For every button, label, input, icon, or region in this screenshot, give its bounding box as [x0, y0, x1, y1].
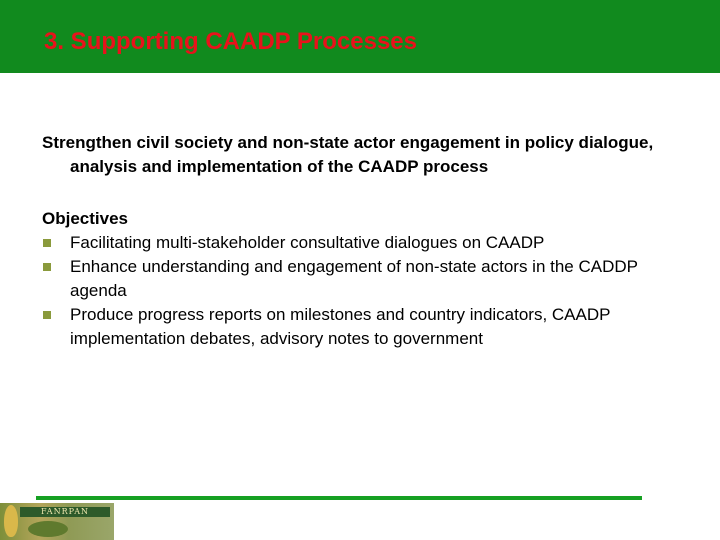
logo-text: FANRPAN [40, 507, 90, 516]
objectives-list [42, 231, 692, 351]
objective-item [42, 231, 692, 255]
objectives-heading: Objectives [42, 209, 128, 228]
objective-text: Produce progress reports on milestones and country indicators, CAADP implementation debates, advisory notes to government [70, 305, 611, 348]
maize-leaf-icon [4, 505, 18, 537]
footer-divider [36, 496, 642, 500]
logo-band [20, 507, 110, 517]
slide-title: 3. Supporting CAADP Processes [44, 28, 417, 55]
fanrpan-logo [0, 503, 114, 540]
slide-body [42, 131, 692, 351]
objective-text: Enhance understanding and engagement of non-state actors in the CADDP agenda [70, 257, 638, 300]
lead-statement: Strengthen civil society and non-state actor engagement in policy dialogue, analysis and implementation of the CAADP process [42, 133, 654, 176]
objective-item [42, 303, 692, 351]
square-bullet-icon [43, 263, 51, 271]
square-bullet-icon [43, 311, 51, 319]
square-bullet-icon [43, 239, 51, 247]
title-bar [0, 0, 720, 73]
crop-leaf-icon [28, 521, 68, 537]
objective-text: Facilitating multi-stakeholder consultative dialogues on CAADP [70, 233, 545, 252]
objective-item [42, 255, 692, 303]
